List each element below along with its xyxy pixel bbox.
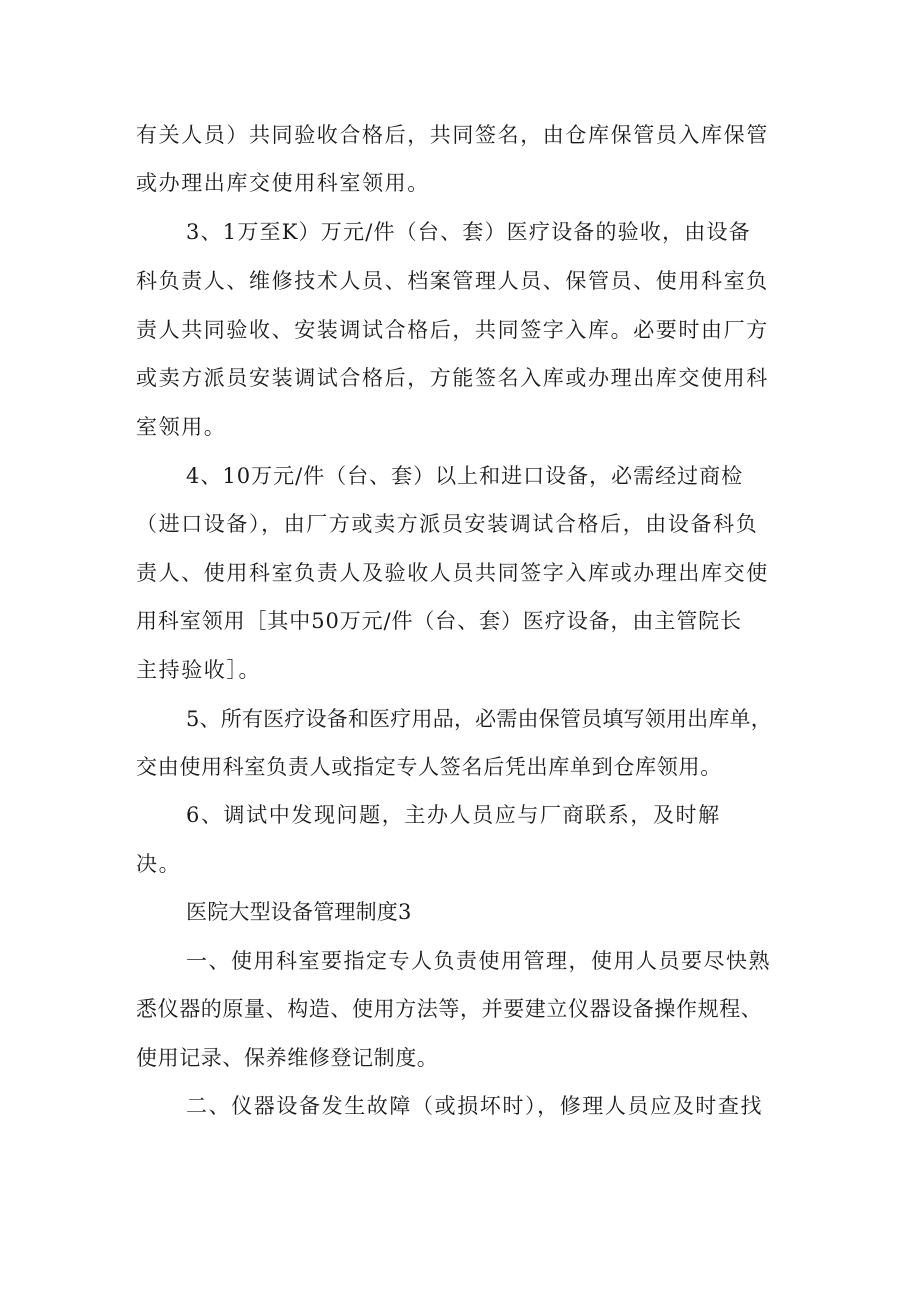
text-line: 二、仪器设备发生故障（或损坏时），修理人员应及时查找 <box>186 1094 764 1118</box>
text-line: 科负责人、维修技术人员、档案管理人员、保管员、使用科室负 <box>136 269 769 293</box>
text-line: 责人、使用科室负责人及验收人员共同签字入库或办理出库交使 <box>136 561 769 585</box>
text-line: 3、1万至K）万元/件（台、套）医疗设备的验收，由设备 <box>186 220 751 244</box>
text-line: 悉仪器的原量、构造、使用方法等，并要建立仪器设备操作规程、 <box>136 997 763 1021</box>
text-line: 6、调试中发现问题，主办人员应与厂商联系，及时解 <box>186 803 721 827</box>
text-line: （进口设备），由厂方或卖方派员安装调试合格后，由设备科负 <box>136 512 759 536</box>
text-line: 主持验收］。 <box>136 658 262 682</box>
text-line: 室领用。 <box>136 415 227 439</box>
text-line: 5、所有医疗设备和医疗用品，必需由保管员填写领用出库单， <box>186 707 772 731</box>
section-title: 医院大型设备管理制度3 <box>186 900 412 924</box>
text-line: 交由使用科室负责人或指定专人签名后凭出库单到仓库领用。 <box>136 755 722 779</box>
text-line: 一、使用科室要指定专人负责使用管理，使用人员要尽快熟 <box>186 949 771 973</box>
text-line: 4、10万元/件（台、套）以上和进口设备，必需经过商检 <box>186 464 744 488</box>
text-line: 责人共同验收、安装调试合格后，共同签字入库。必要时由厂方 <box>136 318 769 342</box>
text-line: 决。 <box>136 852 182 876</box>
text-line: 或办理出库交使用科室领用。 <box>136 171 430 195</box>
text-line: 有关人员）共同验收合格后，共同签名，由仓库保管员入库保管 <box>136 123 769 147</box>
text-line: 使用记录、保养维修登记制度。 <box>136 1046 439 1070</box>
text-line: 或卖方派员安装调试合格后，方能签名入库或办理出库交使用科 <box>136 366 769 390</box>
text-line: 用科室领用［其中50万元/件（台、套）医疗设备，由主管院长 <box>136 609 742 633</box>
